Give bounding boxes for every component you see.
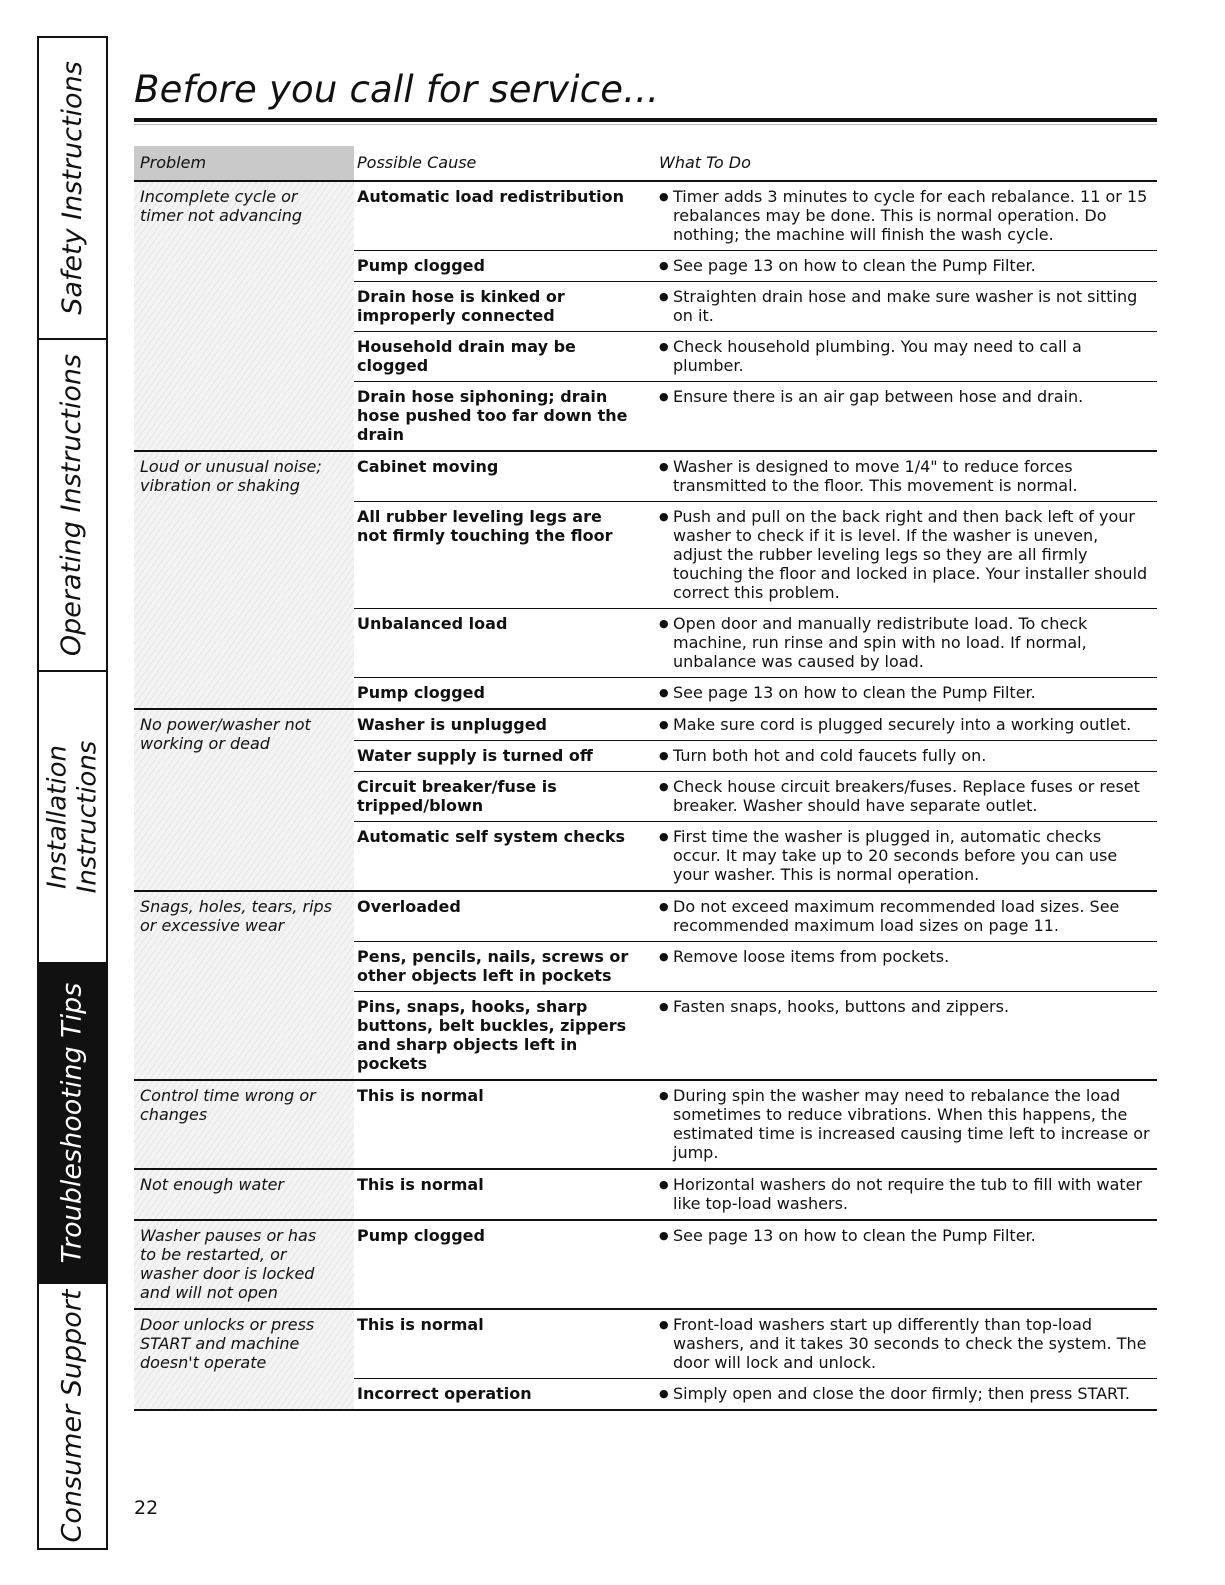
what-to-do-text: Horizontal washers do not require the tub to fill with water like top-load washers.	[673, 1175, 1143, 1213]
problem-cell: Snags, holes, tears, rips or excessive wear	[134, 891, 354, 1080]
what-to-do-text: Fasten snaps, hooks, buttons and zippers.	[673, 997, 1010, 1016]
tab-label: Consumer Support	[56, 1289, 88, 1543]
bullet-icon: ●	[659, 1318, 669, 1331]
table-row	[134, 181, 1157, 251]
what-to-do-cell	[645, 251, 1157, 282]
what-to-do-text: Straighten drain hose and make sure washer is not sitting on it.	[673, 287, 1138, 325]
what-to-do-text: Timer adds 3 minutes to cycle for each rebalance. 11 or 15 rebalances may be done. This is normal operation. Do nothing; the machine will finish the wash cycle.	[673, 187, 1148, 244]
what-to-do-cell	[645, 678, 1157, 710]
what-to-do-cell	[645, 772, 1157, 822]
what-to-do-cell	[645, 741, 1157, 772]
what-to-do-text: See page 13 on how to clean the Pump Filter.	[673, 1226, 1036, 1245]
what-to-do-text: First time the washer is plugged in, automatic checks occur. It may take up to 20 seconds before you can use your washer. This is normal operation.	[673, 827, 1118, 884]
bullet-icon: ●	[659, 1387, 669, 1400]
cause-cell: Pump clogged	[354, 251, 645, 282]
bullet-icon: ●	[659, 390, 669, 403]
table-row	[134, 1169, 1157, 1220]
what-to-do-cell	[645, 1080, 1157, 1169]
troubleshooting-table	[134, 146, 1157, 1411]
cause-cell: Unbalanced load	[354, 609, 645, 678]
problem-cell: Door unlocks or press START and machine doesn't operate	[134, 1309, 354, 1410]
what-to-do-text: Check household plumbing. You may need to call a plumber.	[673, 337, 1082, 375]
what-to-do-text: Open door and manually redistribute load. To check machine, run rinse and spin with no load. If normal, unbalance was caused by load.	[673, 614, 1088, 671]
what-to-do-text: Turn both hot and cold faucets fully on.	[673, 746, 987, 765]
problem-cell: Control time wrong or changes	[134, 1080, 354, 1169]
title-rule	[134, 118, 1157, 122]
what-to-do-text: Make sure cord is plugged securely into a working outlet.	[673, 715, 1132, 734]
tab-consumer-support[interactable]	[39, 1284, 106, 1548]
cause-cell: Overloaded	[354, 891, 645, 942]
table-row	[134, 891, 1157, 942]
bullet-icon: ●	[659, 617, 669, 630]
cause-cell: This is normal	[354, 1080, 645, 1169]
cause-cell: This is normal	[354, 1169, 645, 1220]
bullet-icon: ●	[659, 460, 669, 473]
cause-cell: Automatic load redistribution	[354, 181, 645, 251]
what-to-do-cell	[645, 1309, 1157, 1379]
tab-label: Safety Instructions	[56, 61, 88, 315]
tab-troubleshooting-tips[interactable]	[39, 964, 106, 1284]
cause-cell: Water supply is turned off	[354, 741, 645, 772]
what-to-do-cell	[645, 992, 1157, 1081]
cause-cell: Drain hose siphoning; drain hose pushed too far down the drain	[354, 382, 645, 452]
bullet-icon: ●	[659, 1178, 669, 1191]
what-to-do-text: Remove loose items from pockets.	[673, 947, 950, 966]
cause-cell: Pump clogged	[354, 1220, 645, 1309]
section-tab-bar	[37, 36, 108, 1550]
what-to-do-text: Washer is designed to move 1/4" to reduce forces transmitted to the floor. This movement is normal.	[673, 457, 1078, 495]
what-to-do-text: Front-load washers start up differently than top-load washers, and it takes 30 seconds to check the system. The door will lock and unlock.	[673, 1315, 1147, 1372]
header-possible-cause: Possible Cause	[354, 146, 645, 181]
table-row	[134, 451, 1157, 502]
cause-cell: Washer is unplugged	[354, 709, 645, 741]
header-problem: Problem	[134, 146, 354, 181]
what-to-do-cell	[645, 181, 1157, 251]
tab-label: Troubleshooting Tips	[56, 982, 88, 1264]
bullet-icon: ●	[659, 510, 669, 523]
tab-installation-instructions[interactable]	[39, 672, 106, 964]
what-to-do-text: See page 13 on how to clean the Pump Filter.	[673, 256, 1036, 275]
what-to-do-cell	[645, 382, 1157, 452]
what-to-do-text: During spin the washer may need to rebalance the load sometimes to reduce vibrations. When this happens, the estimated time is increased causing time left to increase or jump.	[673, 1086, 1150, 1162]
bullet-icon: ●	[659, 190, 669, 203]
header-what-to-do: What To Do	[645, 146, 1157, 181]
what-to-do-cell	[645, 942, 1157, 992]
problem-cell: Loud or unusual noise; vibration or shaking	[134, 451, 354, 709]
bullet-icon: ●	[659, 259, 669, 272]
bullet-icon: ●	[659, 340, 669, 353]
bullet-icon: ●	[659, 1000, 669, 1013]
bullet-icon: ●	[659, 749, 669, 762]
cause-cell: Cabinet moving	[354, 451, 645, 502]
what-to-do-text: See page 13 on how to clean the Pump Filter.	[673, 683, 1036, 702]
tab-operating-instructions[interactable]	[39, 340, 106, 672]
cause-cell: Pump clogged	[354, 678, 645, 710]
bullet-icon: ●	[659, 900, 669, 913]
cause-cell: All rubber leveling legs are not firmly touching the floor	[354, 502, 645, 609]
what-to-do-cell	[645, 891, 1157, 942]
cause-cell: Drain hose is kinked or improperly connected	[354, 282, 645, 332]
what-to-do-text: Simply open and close the door firmly; then press START.	[673, 1384, 1130, 1403]
what-to-do-text: Do not exceed maximum recommended load sizes. See recommended maximum load sizes on page 11.	[673, 897, 1120, 935]
what-to-do-text: Push and pull on the back right and then back left of your washer to check if it is level. If the washer is uneven, adjust the rubber leveling legs so they are all firmly touching the floor and locked in place. Your installer should correct this problem.	[673, 507, 1148, 602]
cause-cell: Circuit breaker/fuse is tripped/blown	[354, 772, 645, 822]
what-to-do-cell	[645, 609, 1157, 678]
bullet-icon: ●	[659, 686, 669, 699]
tab-label: Operating Instructions	[56, 353, 88, 657]
cause-cell: Pens, pencils, nails, screws or other objects left in pockets	[354, 942, 645, 992]
bullet-icon: ●	[659, 780, 669, 793]
problem-cell: Washer pauses or has to be restarted, or washer door is locked and will not open	[134, 1220, 354, 1309]
title-rule-thin	[134, 124, 1157, 125]
table-row	[134, 1080, 1157, 1169]
what-to-do-cell	[645, 709, 1157, 741]
cause-cell: Incorrect operation	[354, 1379, 645, 1411]
what-to-do-cell	[645, 1220, 1157, 1309]
bullet-icon: ●	[659, 290, 669, 303]
table-row	[134, 1220, 1157, 1309]
problem-cell: Incomplete cycle or timer not advancing	[134, 181, 354, 451]
what-to-do-cell	[645, 451, 1157, 502]
cause-cell: Automatic self system checks	[354, 822, 645, 892]
problem-cell: Not enough water	[134, 1169, 354, 1220]
bullet-icon: ●	[659, 718, 669, 731]
table-row	[134, 709, 1157, 741]
cause-cell: Pins, snaps, hooks, sharp buttons, belt buckles, zippers and sharp objects left in pockets	[354, 992, 645, 1081]
table-header-row	[134, 146, 1157, 181]
tab-label: Installation Instructions	[42, 740, 103, 894]
tab-safety-instructions[interactable]	[39, 38, 106, 340]
what-to-do-cell	[645, 1169, 1157, 1220]
what-to-do-text: Check house circuit breakers/fuses. Replace fuses or reset breaker. Washer should have separate outlet.	[673, 777, 1140, 815]
what-to-do-cell	[645, 822, 1157, 892]
what-to-do-text: Ensure there is an air gap between hose and drain.	[673, 387, 1084, 406]
problem-cell: No power/washer not working or dead	[134, 709, 354, 891]
what-to-do-cell	[645, 1379, 1157, 1411]
what-to-do-cell	[645, 332, 1157, 382]
what-to-do-cell	[645, 502, 1157, 609]
bullet-icon: ●	[659, 1229, 669, 1242]
cause-cell: This is normal	[354, 1309, 645, 1379]
bullet-icon: ●	[659, 950, 669, 963]
table-body	[134, 181, 1157, 1410]
bullet-icon: ●	[659, 1089, 669, 1102]
page-number: 22	[134, 1497, 159, 1519]
table-row	[134, 1309, 1157, 1379]
what-to-do-cell	[645, 282, 1157, 332]
page-title: Before you call for service...	[134, 68, 660, 111]
cause-cell: Household drain may be clogged	[354, 332, 645, 382]
bullet-icon: ●	[659, 830, 669, 843]
